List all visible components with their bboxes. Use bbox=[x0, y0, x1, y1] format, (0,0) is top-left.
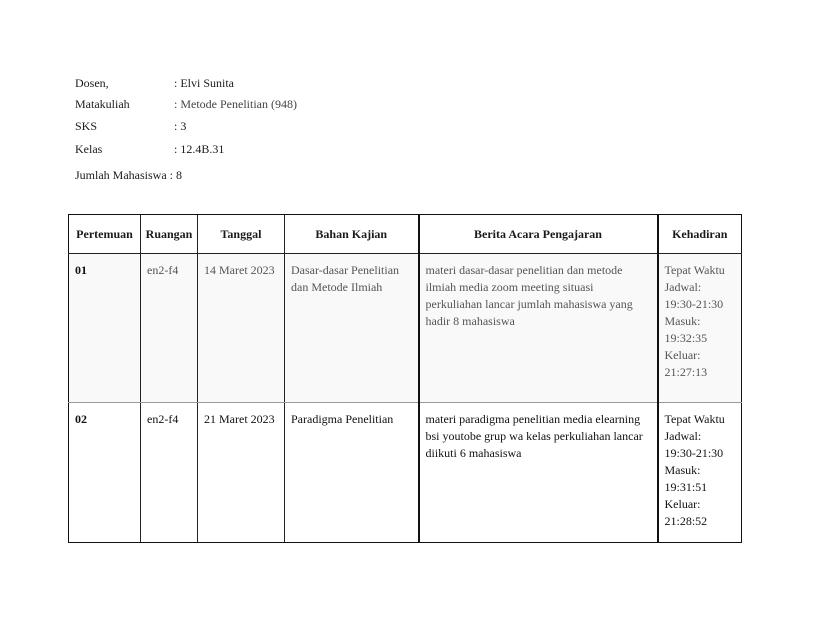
kehadiran-jadwal-label: Jadwal: bbox=[664, 280, 702, 294]
dosen-value: : Elvi Sunita bbox=[174, 76, 234, 90]
cell-ruangan: en2-f4 bbox=[141, 254, 198, 403]
kehadiran-masuk-label: Masuk: bbox=[664, 314, 701, 328]
cell-ruangan: en2-f4 bbox=[141, 403, 198, 543]
kelas-label: Kelas bbox=[75, 142, 103, 156]
attendance-table bbox=[68, 214, 742, 543]
matakuliah-label: Matakuliah bbox=[75, 97, 130, 111]
cell-pertemuan: 01 bbox=[69, 254, 141, 403]
header-pertemuan: Pertemuan bbox=[69, 215, 141, 254]
cell-bahan-kajian: Paradigma Penelitian bbox=[285, 403, 419, 543]
header-kehadiran: Kehadiran bbox=[658, 215, 742, 254]
cell-tanggal: 14 Maret 2023 bbox=[198, 254, 285, 403]
kehadiran-masuk: 19:31:51 bbox=[664, 480, 708, 494]
jumlah-mahasiswa-row bbox=[75, 168, 182, 182]
kehadiran-status: Tepat Waktu bbox=[664, 412, 725, 426]
cell-pertemuan: 02 bbox=[69, 403, 141, 543]
dosen-label: Dosen, bbox=[75, 76, 109, 90]
header-ruangan: Ruangan bbox=[141, 215, 198, 254]
kehadiran-jadwal-label: Jadwal: bbox=[664, 429, 702, 443]
kehadiran-keluar-label: Keluar: bbox=[664, 348, 701, 362]
cell-bahan-kajian: Dasar-dasar Penelitian dan Metode Ilmiah bbox=[285, 254, 419, 403]
header-tanggal: Tanggal bbox=[198, 215, 285, 254]
cell-tanggal: 21 Maret 2023 bbox=[198, 403, 285, 543]
jumlah-mahasiswa-text: Jumlah Mahasiswa : 8 bbox=[75, 168, 182, 182]
cell-kehadiran bbox=[658, 403, 742, 543]
matakuliah-value: : Metode Penelitian (948) bbox=[174, 97, 297, 111]
kehadiran-status: Tepat Waktu bbox=[664, 263, 725, 277]
sks-label: SKS bbox=[75, 119, 98, 133]
cell-kehadiran bbox=[658, 254, 742, 403]
cell-berita-acara: materi paradigma penelitian media elearning bsi youtobe grup wa kelas perkuliahan lancar diikuti 6 mahasiswa bbox=[419, 403, 658, 543]
header-bahan-kajian: Bahan Kajian bbox=[285, 215, 419, 254]
table-row bbox=[69, 403, 742, 543]
kehadiran-masuk: 19:32:35 bbox=[664, 331, 708, 345]
kehadiran-keluar-label: Keluar: bbox=[664, 497, 701, 511]
kelas-value: : 12.4B.31 bbox=[174, 142, 225, 156]
kehadiran-jadwal: 19:30-21:30 bbox=[664, 297, 724, 311]
kehadiran-jadwal: 19:30-21:30 bbox=[664, 446, 724, 460]
header-berita-acara: Berita Acara Pengajaran bbox=[419, 215, 658, 254]
kehadiran-masuk-label: Masuk: bbox=[664, 463, 701, 477]
kehadiran-keluar: 21:27:13 bbox=[664, 365, 708, 379]
table-header-row bbox=[69, 215, 742, 254]
cell-berita-acara: materi dasar-dasar penelitian dan metode ilmiah media zoom meeting situasi perkuliahan lancar jumlah mahasiswa yang hadir 8 mahasiswa bbox=[419, 254, 658, 403]
sks-value: : 3 bbox=[174, 119, 187, 133]
table-row bbox=[69, 254, 742, 403]
kehadiran-keluar: 21:28:52 bbox=[664, 514, 708, 528]
